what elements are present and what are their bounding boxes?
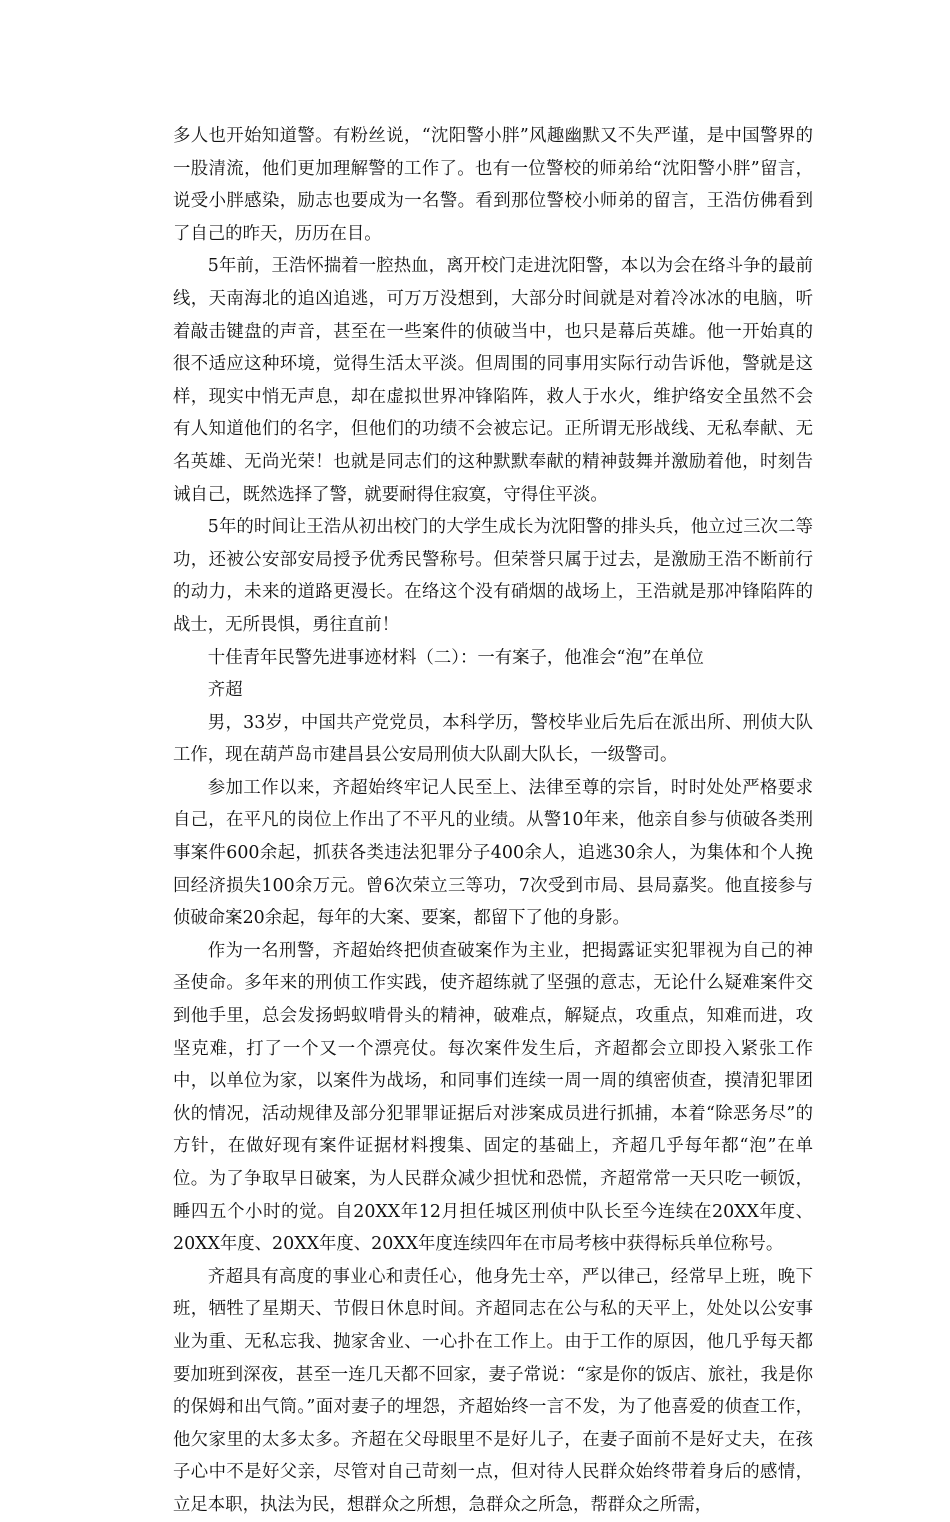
section-heading: 十佳青年民警先进事迹材料（二）：一有案子，他准会“泡”在单位 xyxy=(207,647,704,668)
document-body xyxy=(173,120,813,1522)
person-name: 齐超 xyxy=(207,680,243,701)
paragraph-continuation: 多人也开始知道警。有粉丝说，“沈阳警小胖”风趣幽默又不失严谨，是中国警界的一股清流，他们更加理解警的工作了。也有一位警校的师弟给“沈阳警小胖”留言，说受小胖感染，励志也要成为一名警。看到那位警校小师弟的留言，王浩仿佛看到了自己的昨天，历历在目。 xyxy=(173,126,813,244)
paragraph-achievements: 参加工作以来，齐超始终牢记人民至上、法律至尊的宗旨，时时处处严格要求自己，在平凡的岗位上作出了不平凡的业绩。从警10年来，他亲自参与侦破各类刑事案件600余起，抓获各类违法犯罪分子400余人，追逃30余人，为集体和个人挽回经济损失100余万元。曾6次荣立三等功，7次受到市局、县局嘉奖。他直接参与侦破命案20余起，每年的大案、要案，都留下了他的身影。 xyxy=(173,777,813,929)
paragraph-detective-work: 作为一名刑警，齐超始终把侦查破案作为主业，把揭露证实犯罪视为自己的神圣使命。多年来的刑侦工作实践，使齐超练就了坚强的意志，无论什么疑难案件交到他手里，总会发扬蚂蚁啃骨头的精神，破难点，解疑点，攻重点，知难而进，攻坚克难，打了一个又一个漂亮仗。每次案件发生后，齐超都会立即投入紧张工作中，以单位为家，以案件为战场，和同事们连续一周一周的缜密侦查，摸清犯罪团伙的情况，活动规律及部分犯罪罪证据后对涉案成员进行抓捕，本着“除恶务尽”的方针，在做好现有案件证据材料搜集、固定的基础上，齐超几乎每年都“泡”在单位。为了争取早日破案，为人民群众减少担忧和恐慌，齐超常常一天只吃一顿饭，睡四五个小时的觉。自20XX年12月担任城区刑侦中队长至今连续在20XX年度、20XX年度、20XX年度、20XX年度连续四年在市局考核中获得标兵单位称号。 xyxy=(173,940,813,1255)
paragraph-wanghao-five-years-ago: 5年前，王浩怀揣着一腔热血，离开校门走进沈阳警，本以为会在络斗争的最前线，天南海北的追凶追逃，可万万没想到，大部分时间就是对着冷冰冰的电脑，听着敲击键盘的声音，甚至在一些案件的侦破当中，也只是幕后英雄。他一开始真的很不适应这种环境，觉得生活太平淡。但周围的同事用实际行动告诉他，警就是这样，现实中悄无声息，却在虚拟世界冲锋陷阵，救人于水火，维护络安全虽然不会有人知道他们的名字，但他们的功绩不会被忘记。正所谓无形战线、无私奉献、无名英雄、无尚光荣！也就是同志们的这种默默奉献的精神鼓舞并激励着他，时刻告诫自己，既然选择了警，就要耐得住寂寞，守得住平淡。 xyxy=(173,256,813,505)
paragraph-dedication: 齐超具有高度的事业心和责任心，他身先士卒，严以律己，经常早上班，晚下班，牺牲了星期天、节假日休息时间。齐超同志在公与私的天平上，处处以公安事业为重、无私忘我、抛家舍业、一心扑在工作上。由于工作的原因，他几乎每天都要加班到深夜，甚至一连几天都不回家，妻子常说：“家是你的饭店、旅社，我是你的保姆和出气筒。”面对妻子的埋怨，齐超始终一言不发，为了他喜爱的侦查工作，他欠家里的太多太多。齐超在父母眼里不是好儿子，在妻子面前不是好丈夫，在孩子心中不是好父亲，尽管对自己苛刻一点，但对待人民群众始终带着身后的感情，立足本职，执法为民，想群众之所想，急群众之所急，帮群众之所需， xyxy=(173,1266,813,1515)
paragraph-wanghao-growth: 5年的时间让王浩从初出校门的大学生成长为沈阳警的排头兵，他立过三次二等功，还被公安部安局授予优秀民警称号。但荣誉只属于过去，是激励王浩不断前行的动力，未来的道路更漫长。在络这个没有硝烟的战场上，王浩就是那冲锋陷阵的战士，无所畏惧，勇往直前！ xyxy=(173,517,813,635)
paragraph-profile: 男，33岁，中国共产党党员，本科学历，警校毕业后先后在派出所、刑侦大队工作，现在葫芦岛市建昌县公安局刑侦大队副大队长，一级警司。 xyxy=(173,712,813,766)
